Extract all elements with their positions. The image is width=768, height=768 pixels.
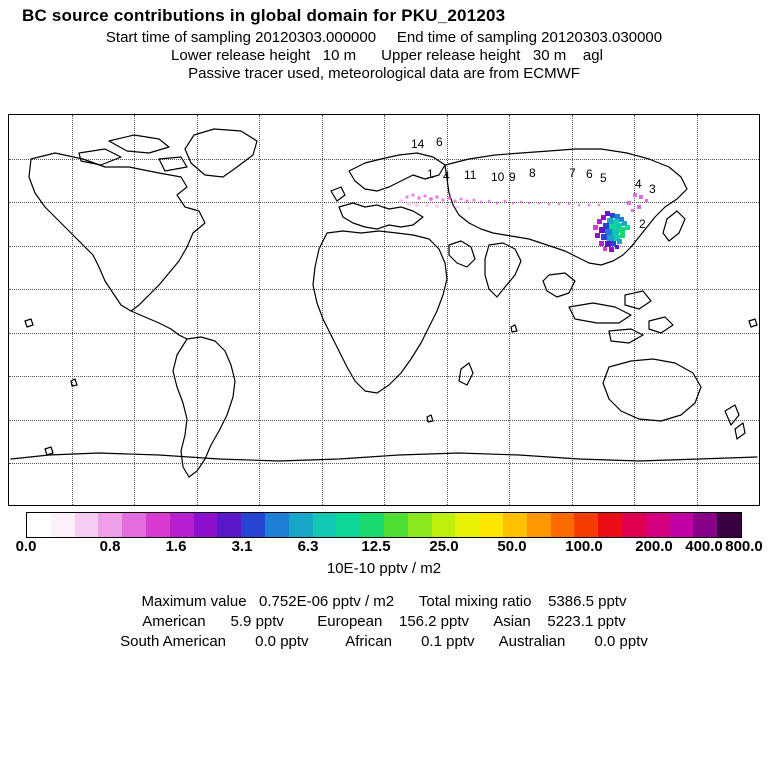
region-contributions-line-2: South American 0.0 pptv African 0.1 pptv Australian 0.0 pptv <box>120 633 648 650</box>
hour-label: 11 <box>464 168 477 182</box>
colorbar-tick: 25.0 <box>429 538 459 555</box>
colorbar-swatch <box>122 513 146 537</box>
hour-label: 9 <box>509 170 516 184</box>
colorbar-swatch <box>217 513 241 537</box>
colorbar-swatch <box>598 513 622 537</box>
colorbar-swatch <box>336 513 360 537</box>
colorbar-swatch <box>27 513 51 537</box>
release-height-line: Lower release height 10 m Upper release height 30 m agl <box>171 47 603 64</box>
colorbar-tick: 800.0 <box>725 538 763 555</box>
region-contributions-line-1: American 5.9 pptv European 156.2 pptv Asian 5223.1 pptv <box>142 613 626 630</box>
hour-label: 10 <box>491 170 505 184</box>
colorbar-tick: 0.8 <box>99 538 121 555</box>
colorbar-swatch <box>455 513 479 537</box>
colorbar-swatch <box>313 513 337 537</box>
colorbar-swatch <box>384 513 408 537</box>
colorbar-swatch <box>479 513 503 537</box>
colorbar-tick: 200.0 <box>635 538 673 555</box>
colorbar-swatch <box>75 513 99 537</box>
colorbar-tick: 6.3 <box>297 538 319 555</box>
colorbar-swatch <box>717 513 741 537</box>
coastline-layer <box>9 115 759 505</box>
hour-label: 8 <box>529 166 536 180</box>
colorbar-swatch <box>98 513 122 537</box>
colorbar-swatch <box>289 513 313 537</box>
colorbar-tick: 100.0 <box>565 538 603 555</box>
figure-header <box>0 0 768 82</box>
hour-label: 4 <box>635 177 642 191</box>
colorbar-tick: 3.1 <box>231 538 253 555</box>
sampling-time-line: Start time of sampling 20120303.000000 End time of sampling 20120303.030000 <box>105 29 663 46</box>
colorbar-swatch <box>503 513 527 537</box>
colorbar-swatch <box>265 513 289 537</box>
colorbar-unit-label: 10E-10 pptv / m2 <box>326 560 442 577</box>
colorbar-swatch <box>527 513 551 537</box>
colorbar-swatch <box>170 513 194 537</box>
hour-label: 6 <box>436 135 443 149</box>
colorbar-swatch <box>51 513 75 537</box>
colorbar-swatch <box>693 513 717 537</box>
world-map-panel <box>8 114 760 506</box>
colorbar-swatch <box>551 513 575 537</box>
hour-label: 5 <box>600 171 607 185</box>
page-title: BC source contributions in global domain for PKU_201203 <box>22 6 506 25</box>
colorbar-tick: 12.5 <box>361 538 391 555</box>
colorbar-swatch <box>646 513 670 537</box>
colorbar-tick: 400.0 <box>685 538 723 555</box>
map-inner <box>9 115 759 505</box>
hour-label: 7 <box>569 166 576 180</box>
hour-label: 2 <box>639 217 646 231</box>
colorbar-tick: 50.0 <box>497 538 527 555</box>
colorbar-tick: 1.6 <box>165 538 187 555</box>
hour-label: 6 <box>586 167 593 181</box>
colorbar-swatch <box>241 513 265 537</box>
hour-label: 3 <box>649 182 656 196</box>
hour-label: 4 <box>443 169 450 183</box>
colorbar-swatch <box>194 513 218 537</box>
colorbar-swatch <box>670 513 694 537</box>
max-and-total-line: Maximum value 0.752E-06 pptv / m2 Total mixing ratio 5386.5 pptv <box>141 593 627 610</box>
colorbar <box>26 512 742 538</box>
colorbar-swatch <box>146 513 170 537</box>
hour-label: 1 <box>427 167 434 181</box>
colorbar-swatch <box>622 513 646 537</box>
hour-label: 14 <box>411 137 425 151</box>
colorbar-swatch <box>574 513 598 537</box>
statistics-block <box>0 590 768 653</box>
tracer-met-line: Passive tracer used, meteorological data are from ECMWF <box>188 65 580 82</box>
colorbar-tick-labels <box>0 538 768 556</box>
colorbar-swatch <box>432 513 456 537</box>
colorbar-swatch <box>360 513 384 537</box>
colorbar-swatch <box>408 513 432 537</box>
colorbar-tick: 0.0 <box>15 538 37 555</box>
